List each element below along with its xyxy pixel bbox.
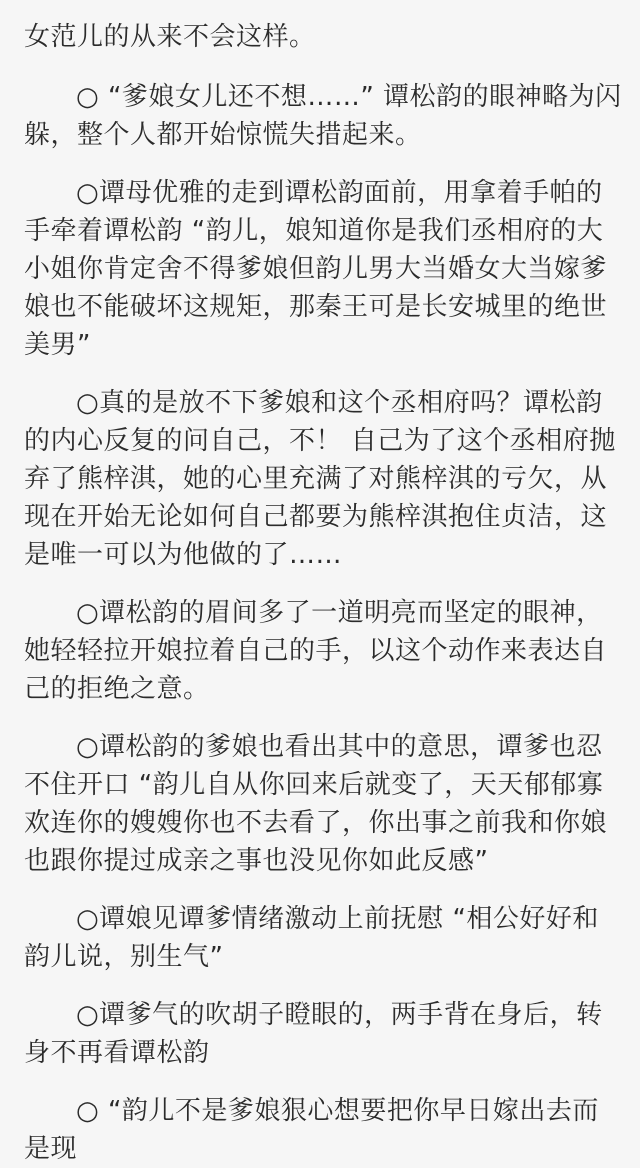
paragraph-1: 女范儿的从来不会这样。 bbox=[24, 22, 316, 52]
paragraph-7: ○谭娘见谭爹情绪激动上前抚慰 “相公好好和韵儿说，别生气” bbox=[24, 904, 599, 972]
paragraph-2: ○ “爹娘女儿还不想……” 谭松韵的眼神略为闪躲，整个人都开始惊慌失措起来。 bbox=[24, 82, 622, 150]
paragraph-5: ○谭松韵的眉间多了一道明亮而坚定的眼神，她轻轻拉开娘拉着自己的手，以这个动作来表达自己的拒绝之意。 bbox=[24, 598, 608, 704]
paragraph-8: ○谭爹气的吹胡子瞪眼的，两手背在身后，转身不再看谭松韵 bbox=[24, 1000, 603, 1068]
paragraph-4: ○真的是放不下爹娘和这个丞相府吗？谭松韵的内心反复的问自己，不！ 自己为了这个丞相府抛弃了熊梓淇，她的心里充满了对熊梓淇的亏欠，从现在开始无论如何自己都要为熊梓淇抱住贞洁，这是唯一可以为他做的了…… bbox=[24, 388, 616, 570]
paragraph-6: ○谭松韵的爹娘也看出其中的意思，谭爹也忍不住开口 “韵儿自从你回来后就变了，天天郁郁寡欢连你的嫂嫂你也不去看了，你出事之前我和你娘也跟你提过成亲之事也没见你如此反感” bbox=[24, 732, 608, 876]
paragraph-9: ○ “韵儿不是爹娘狠心想要把你早日嫁出去而是现 bbox=[24, 1096, 599, 1164]
paragraph-3: ○谭母优雅的走到谭松韵面前，用拿着手帕的手牵着谭松韵 “韵儿，娘知道你是我们丞相府的大小姐你肯定舍不得爹娘但韵儿男大当婚女大当嫁爹娘也不能破坏这规矩，那秦王可是长安城里的绝世美男” bbox=[24, 178, 608, 360]
